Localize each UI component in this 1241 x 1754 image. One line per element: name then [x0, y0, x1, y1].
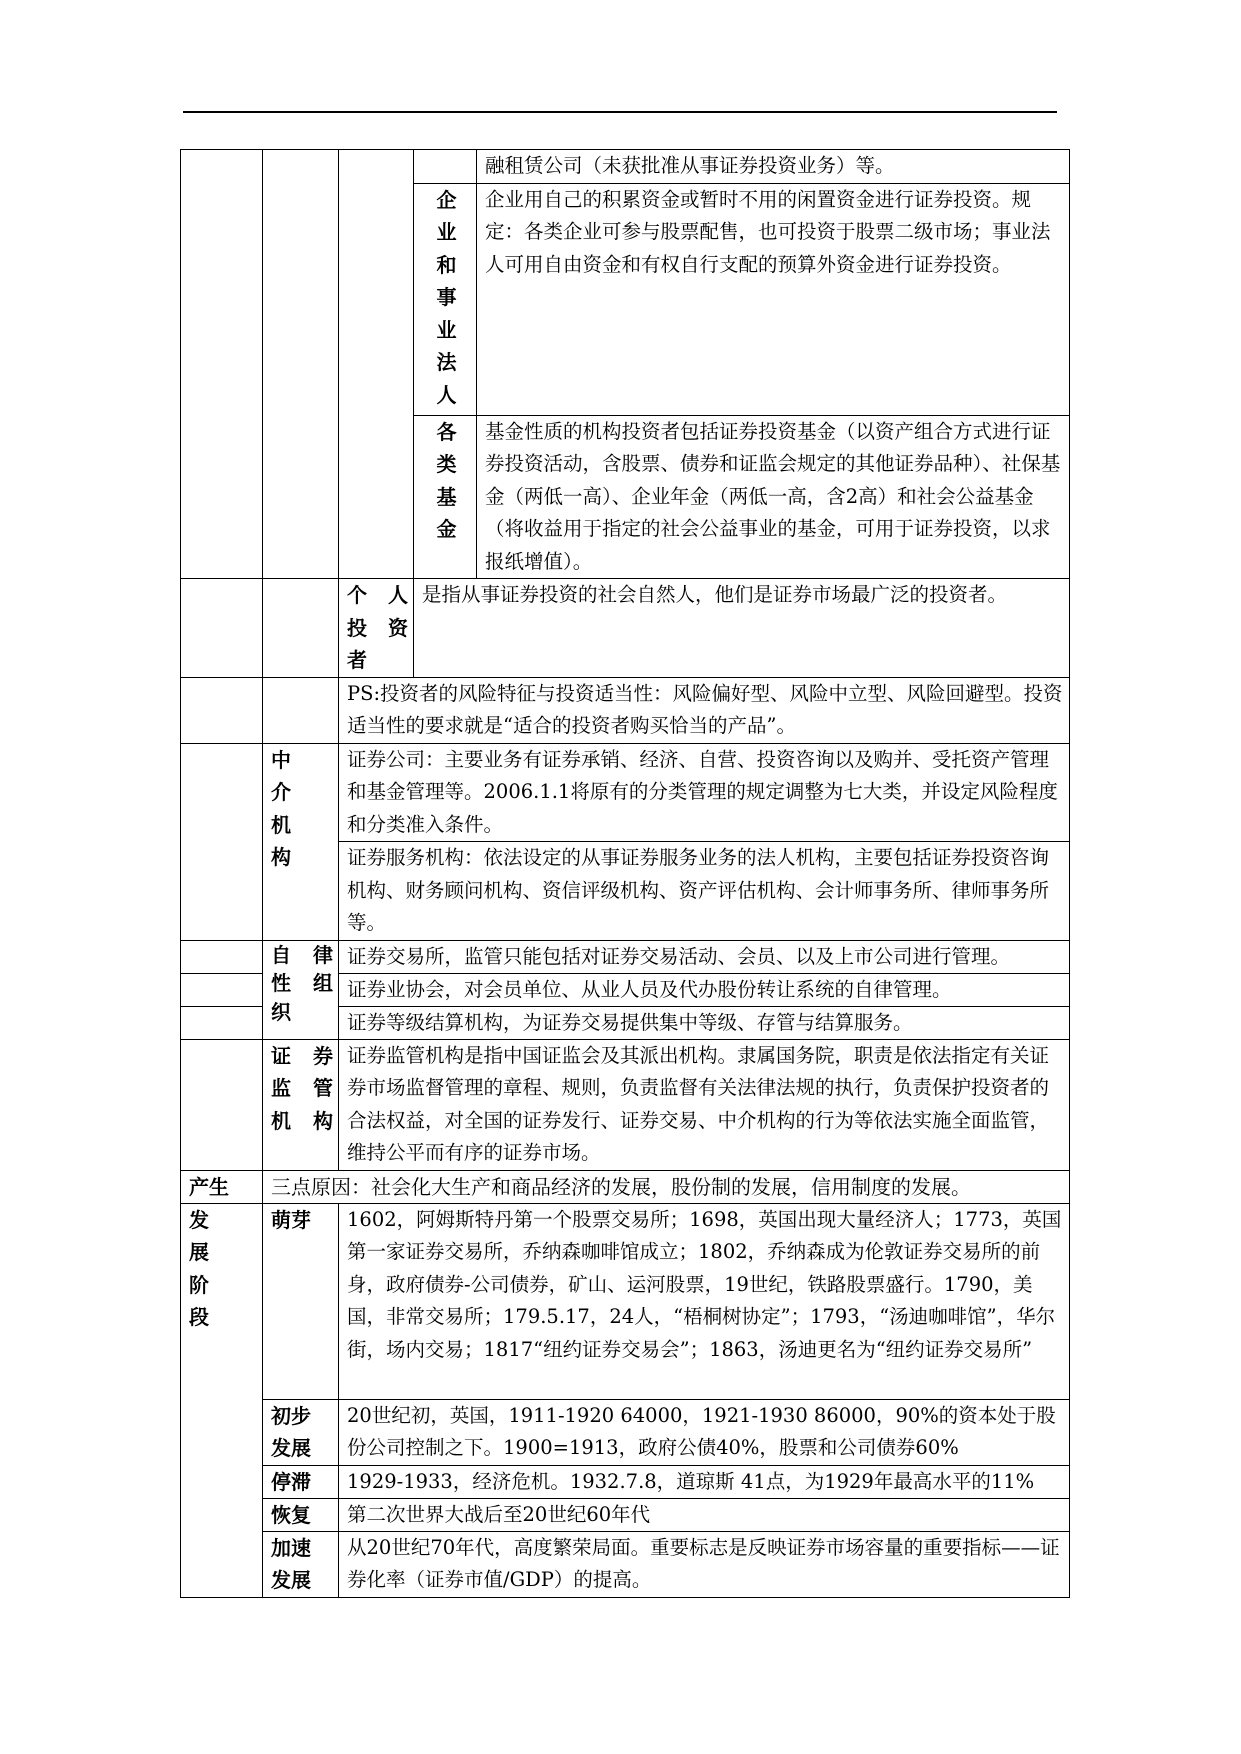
intermediary-label: 中 介 机 构	[263, 743, 339, 940]
stagnation-text: 1929-1933，经济危机。1932.7.8，道琼斯 41点，为1929年最高水平的11%	[339, 1465, 1070, 1498]
self-regulatory-label: 自律 性组 织	[263, 940, 339, 1039]
recovery-text: 第二次世界大战后至20世纪60年代	[339, 1498, 1070, 1531]
table-row	[181, 1498, 1070, 1531]
empty-cell	[181, 677, 263, 743]
enterprise-text: 企业用自己的积累资金或暂时不用的闲置资金进行证券投资。规定：各类企业可参与股票配售，也可投资于股票二级市场；事业法人可用自由资金和有权自行支配的预算外资金进行证券投资。	[477, 183, 1070, 415]
empty-cell	[181, 579, 263, 678]
exchange-text: 证券交易所，监管只能包括对证券交易活动、会员、以及上市公司进行管理。	[339, 940, 1070, 973]
notes-table	[180, 149, 1070, 1598]
empty-cell	[181, 150, 263, 579]
table-row	[181, 940, 1070, 973]
funds-label: 各 类 基 金	[414, 415, 477, 579]
risk-note-text: PS:投资者的风险特征与投资适当性：风险偏好型、风险中立型、风险回避型。投资适当性的要求就是“适合的投资者购买恰当的产品”。	[339, 677, 1070, 743]
table-row	[181, 1465, 1070, 1498]
empty-cell	[339, 150, 414, 579]
empty-cell	[181, 940, 263, 973]
empty-cell	[181, 973, 263, 1006]
individual-investor-text: 是指从事证券投资的社会自然人，他们是证券市场最广泛的投资者。	[414, 579, 1070, 678]
regulator-text: 证券监管机构是指中国证监会及其派出机构。隶属国务院，职责是依法指定有关证券市场监督管理的章程、规则，负责监督有关法律法规的执行，负责保护投资者的合法权益，对全国的证券发行、证券交易、中介机构的行为等依法实施全面监管，维持公平而有序的证券市场。	[339, 1039, 1070, 1170]
sprout-text: 1602，阿姆斯特丹第一个股票交易所；1698，英国出现大量经济人；1773，英国第一家证券交易所，乔纳森咖啡馆成立；1802，乔纳森成为伦敦证券交易所的前身，政府债券-公司债券，矿山、运河股票，19世纪，铁路股票盛行。1790，美国，非常交易所；179.5.17，24人，“梧桐树协定”；1793，“汤迪咖啡馆”，华尔街，场内交易；1817“纽约证券交易会”；1863，汤迪更名为“纽约证券交易所”	[339, 1203, 1070, 1399]
header-rule	[183, 111, 1057, 113]
sprout-label: 萌芽	[263, 1203, 339, 1399]
enterprise-label: 企 业 和 事 业 法 人	[414, 183, 477, 415]
table-row	[181, 1039, 1070, 1170]
empty-cell	[414, 150, 477, 184]
regulator-label: 证券 监管 机构	[263, 1039, 339, 1170]
initial-development-label: 初步 发展	[263, 1399, 339, 1465]
individual-investor-label: 个人 投资 者	[339, 579, 414, 678]
table-row	[181, 1170, 1070, 1203]
table-row	[181, 743, 1070, 842]
table-row	[181, 1531, 1070, 1597]
empty-cell	[263, 677, 339, 743]
clearing-text: 证券等级结算机构，为证券交易提供集中等级、存管与结算服务。	[339, 1006, 1070, 1039]
origin-text: 三点原因：社会化大生产和商品经济的发展，股份制的发展，信用制度的发展。	[263, 1170, 1070, 1203]
table-row	[181, 1399, 1070, 1465]
empty-cell	[181, 743, 263, 940]
origin-label: 产生	[181, 1170, 263, 1203]
empty-cell	[263, 150, 339, 579]
table-row	[181, 677, 1070, 743]
table-row	[181, 579, 1070, 678]
funds-text: 基金性质的机构投资者包括证券投资基金（以资产组合方式进行证券投资活动，含股票、债券和证监会规定的其他证券品种）、社保基金（两低一高）、企业年金（两低一高，含2高）和社会公益基金（将收益用于指定的社会公益事业的基金，可用于证券投资，以求报纸增值）。	[477, 415, 1070, 579]
securities-service-text: 证券服务机构：依法设定的从事证券服务业务的法人机构，主要包括证券投资咨询机构、财务顾问机构、资信评级机构、资产评估机构、会计师事务所、律师事务所等。	[339, 842, 1070, 941]
association-text: 证券业协会，对会员单位、从业人员及代办股份转让系统的自律管理。	[339, 973, 1070, 1006]
recovery-label: 恢复	[263, 1498, 339, 1531]
securities-company-text: 证券公司：主要业务有证券承销、经济、自营、投资咨询以及购并、受托资产管理和基金管理等。2006.1.1将原有的分类管理的规定调整为七大类，并设定风险程度和分类准入条件。	[339, 743, 1070, 842]
empty-cell	[263, 579, 339, 678]
stagnation-label: 停滞	[263, 1465, 339, 1498]
initial-development-text: 20世纪初，英国，1911-1920 64000，1921-1930 86000，90%的资本处于股份公司控制之下。1900=1913，政府公债40%，股票和公司债券60%	[339, 1399, 1070, 1465]
empty-cell	[181, 1006, 263, 1039]
table-row	[181, 1203, 1070, 1399]
development-stages-label: 发 展 阶 段	[181, 1203, 263, 1597]
accelerated-development-text: 从20世纪70年代，高度繁荣局面。重要标志是反映证券市场容量的重要指标——证券化率（证券市值/GDP）的提高。	[339, 1531, 1070, 1597]
finance-lease-text: 融租赁公司（未获批准从事证券投资业务）等。	[477, 150, 1070, 184]
table-row	[181, 150, 1070, 184]
empty-cell	[181, 1039, 263, 1170]
accelerated-development-label: 加速 发展	[263, 1531, 339, 1597]
